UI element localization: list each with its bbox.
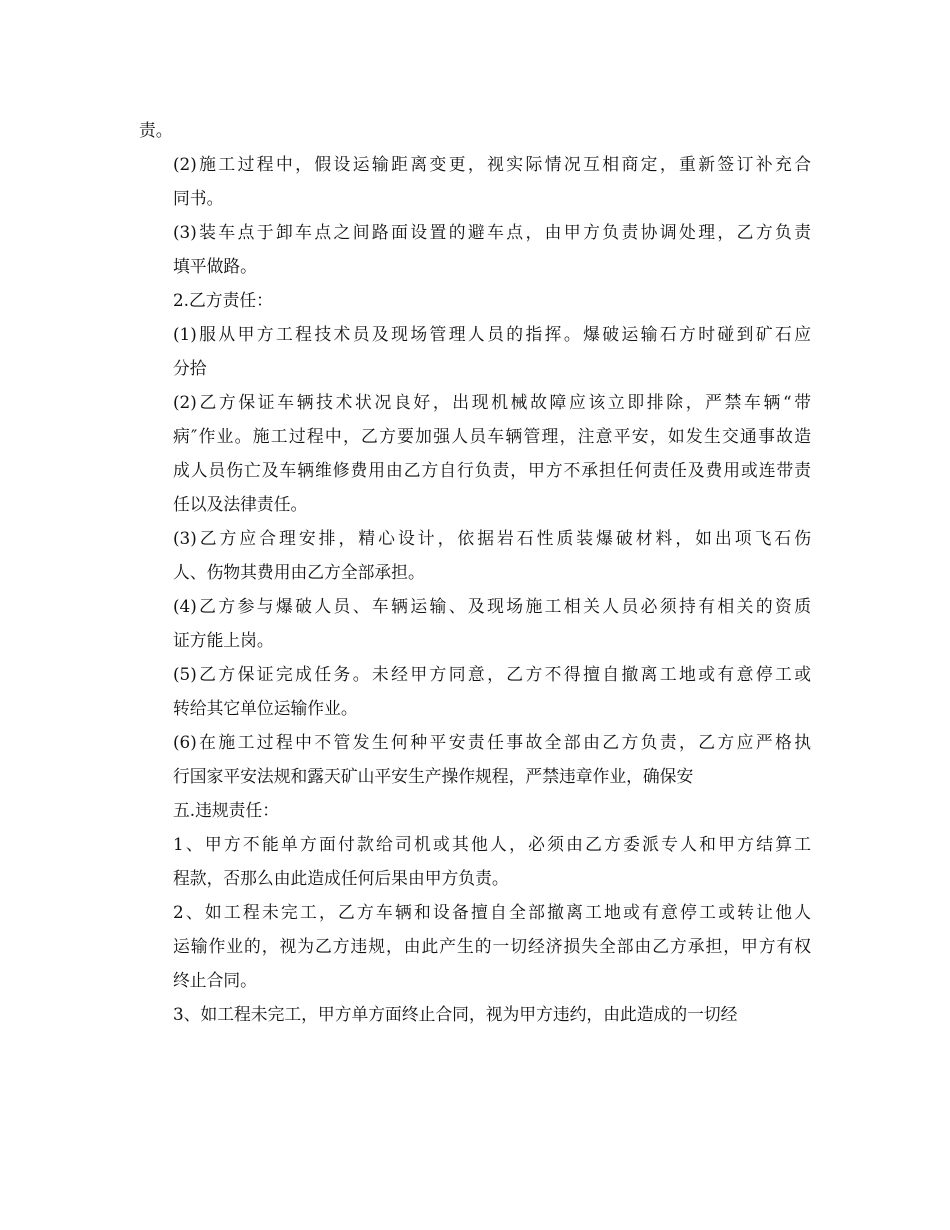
paragraph — [139, 827, 811, 895]
text-line: 成人员伤亡及车辆维修费用由乙方自行负责，甲方不承担任何责任及费用或连带责 — [173, 460, 811, 480]
paragraph — [139, 113, 811, 147]
text-line: 五.违规责任： — [173, 800, 280, 820]
paragraph — [139, 283, 811, 317]
document-body — [139, 113, 811, 1031]
text-line: (1)服从甲方工程技术员及现场管理人员的指挥。爆破运输石方时碰到矿石应 — [173, 324, 811, 344]
text-line: (2)施工过程中，假设运输距离变更，视实际情况互相商定，重新签订补充合 — [173, 154, 811, 174]
text-line: 行国家平安法规和露天矿山平安生产操作规程，严禁违章作业，确保安 — [173, 766, 694, 786]
text-line: (6)在施工过程中不管发生何种平安责任事故全部由乙方负责，乙方应严格执 — [173, 732, 811, 752]
paragraph — [139, 147, 811, 215]
text-line: 终止合同。 — [173, 970, 257, 990]
text-line: 2.乙方责任： — [173, 290, 273, 310]
text-line: 任以及法律责任。 — [173, 494, 308, 514]
text-line: 同书。 — [173, 188, 224, 208]
text-line: (4)乙方参与爆破人员、车辆运输、及现场施工相关人员必须持有相关的资质 — [173, 596, 811, 616]
text-line: (2)乙方保证车辆技术状况良好，出现机械故障应该立即排除，严禁车辆“带 — [173, 392, 811, 412]
paragraph — [139, 997, 811, 1031]
text-line: 程款，否那么由此造成任何后果由甲方负责。 — [173, 868, 509, 888]
paragraph — [139, 385, 811, 521]
text-line: (3)装车点于卸车点之间路面设置的避车点，由甲方负责协调处理，乙方负责 — [173, 222, 811, 242]
text-line: 1、甲方不能单方面付款给司机或其他人，必须由乙方委派专人和甲方结算工 — [173, 834, 811, 854]
paragraph — [139, 521, 811, 589]
paragraph — [139, 215, 811, 283]
paragraph — [139, 589, 811, 657]
text-line: 填平做路。 — [173, 256, 257, 276]
paragraph — [139, 895, 811, 997]
text-line: 分拾 — [173, 358, 207, 378]
text-line: 证方能上岗。 — [173, 630, 274, 650]
text-line: 责。 — [139, 120, 173, 140]
paragraph — [139, 793, 811, 827]
paragraph — [139, 317, 811, 385]
text-line: 运输作业的，视为乙方违规，由此产生的一切经济损失全部由乙方承担，甲方有权 — [173, 936, 811, 956]
text-line: (5)乙方保证完成任务。未经甲方同意，乙方不得擅自撤离工地或有意停工或 — [173, 664, 811, 684]
paragraph — [139, 657, 811, 725]
paragraph — [139, 725, 811, 793]
text-line: 病″作业。施工过程中，乙方要加强人员车辆管理，注意平安，如发生交通事故造 — [173, 426, 811, 446]
text-line: 人、伤物其费用由乙方全部承担。 — [173, 562, 425, 582]
text-line: 3、如工程未完工，甲方单方面终止合同，视为甲方违约，由此造成的一切经 — [173, 1004, 738, 1024]
text-line: 2、如工程未完工，乙方车辆和设备擅自全部撤离工地或有意停工或转让他人 — [173, 902, 811, 922]
text-line: 转给其它单位运输作业。 — [173, 698, 358, 718]
text-line: (3)乙方应合理安排，精心设计，依据岩石性质装爆破材料，如出项飞石伤 — [173, 528, 811, 548]
